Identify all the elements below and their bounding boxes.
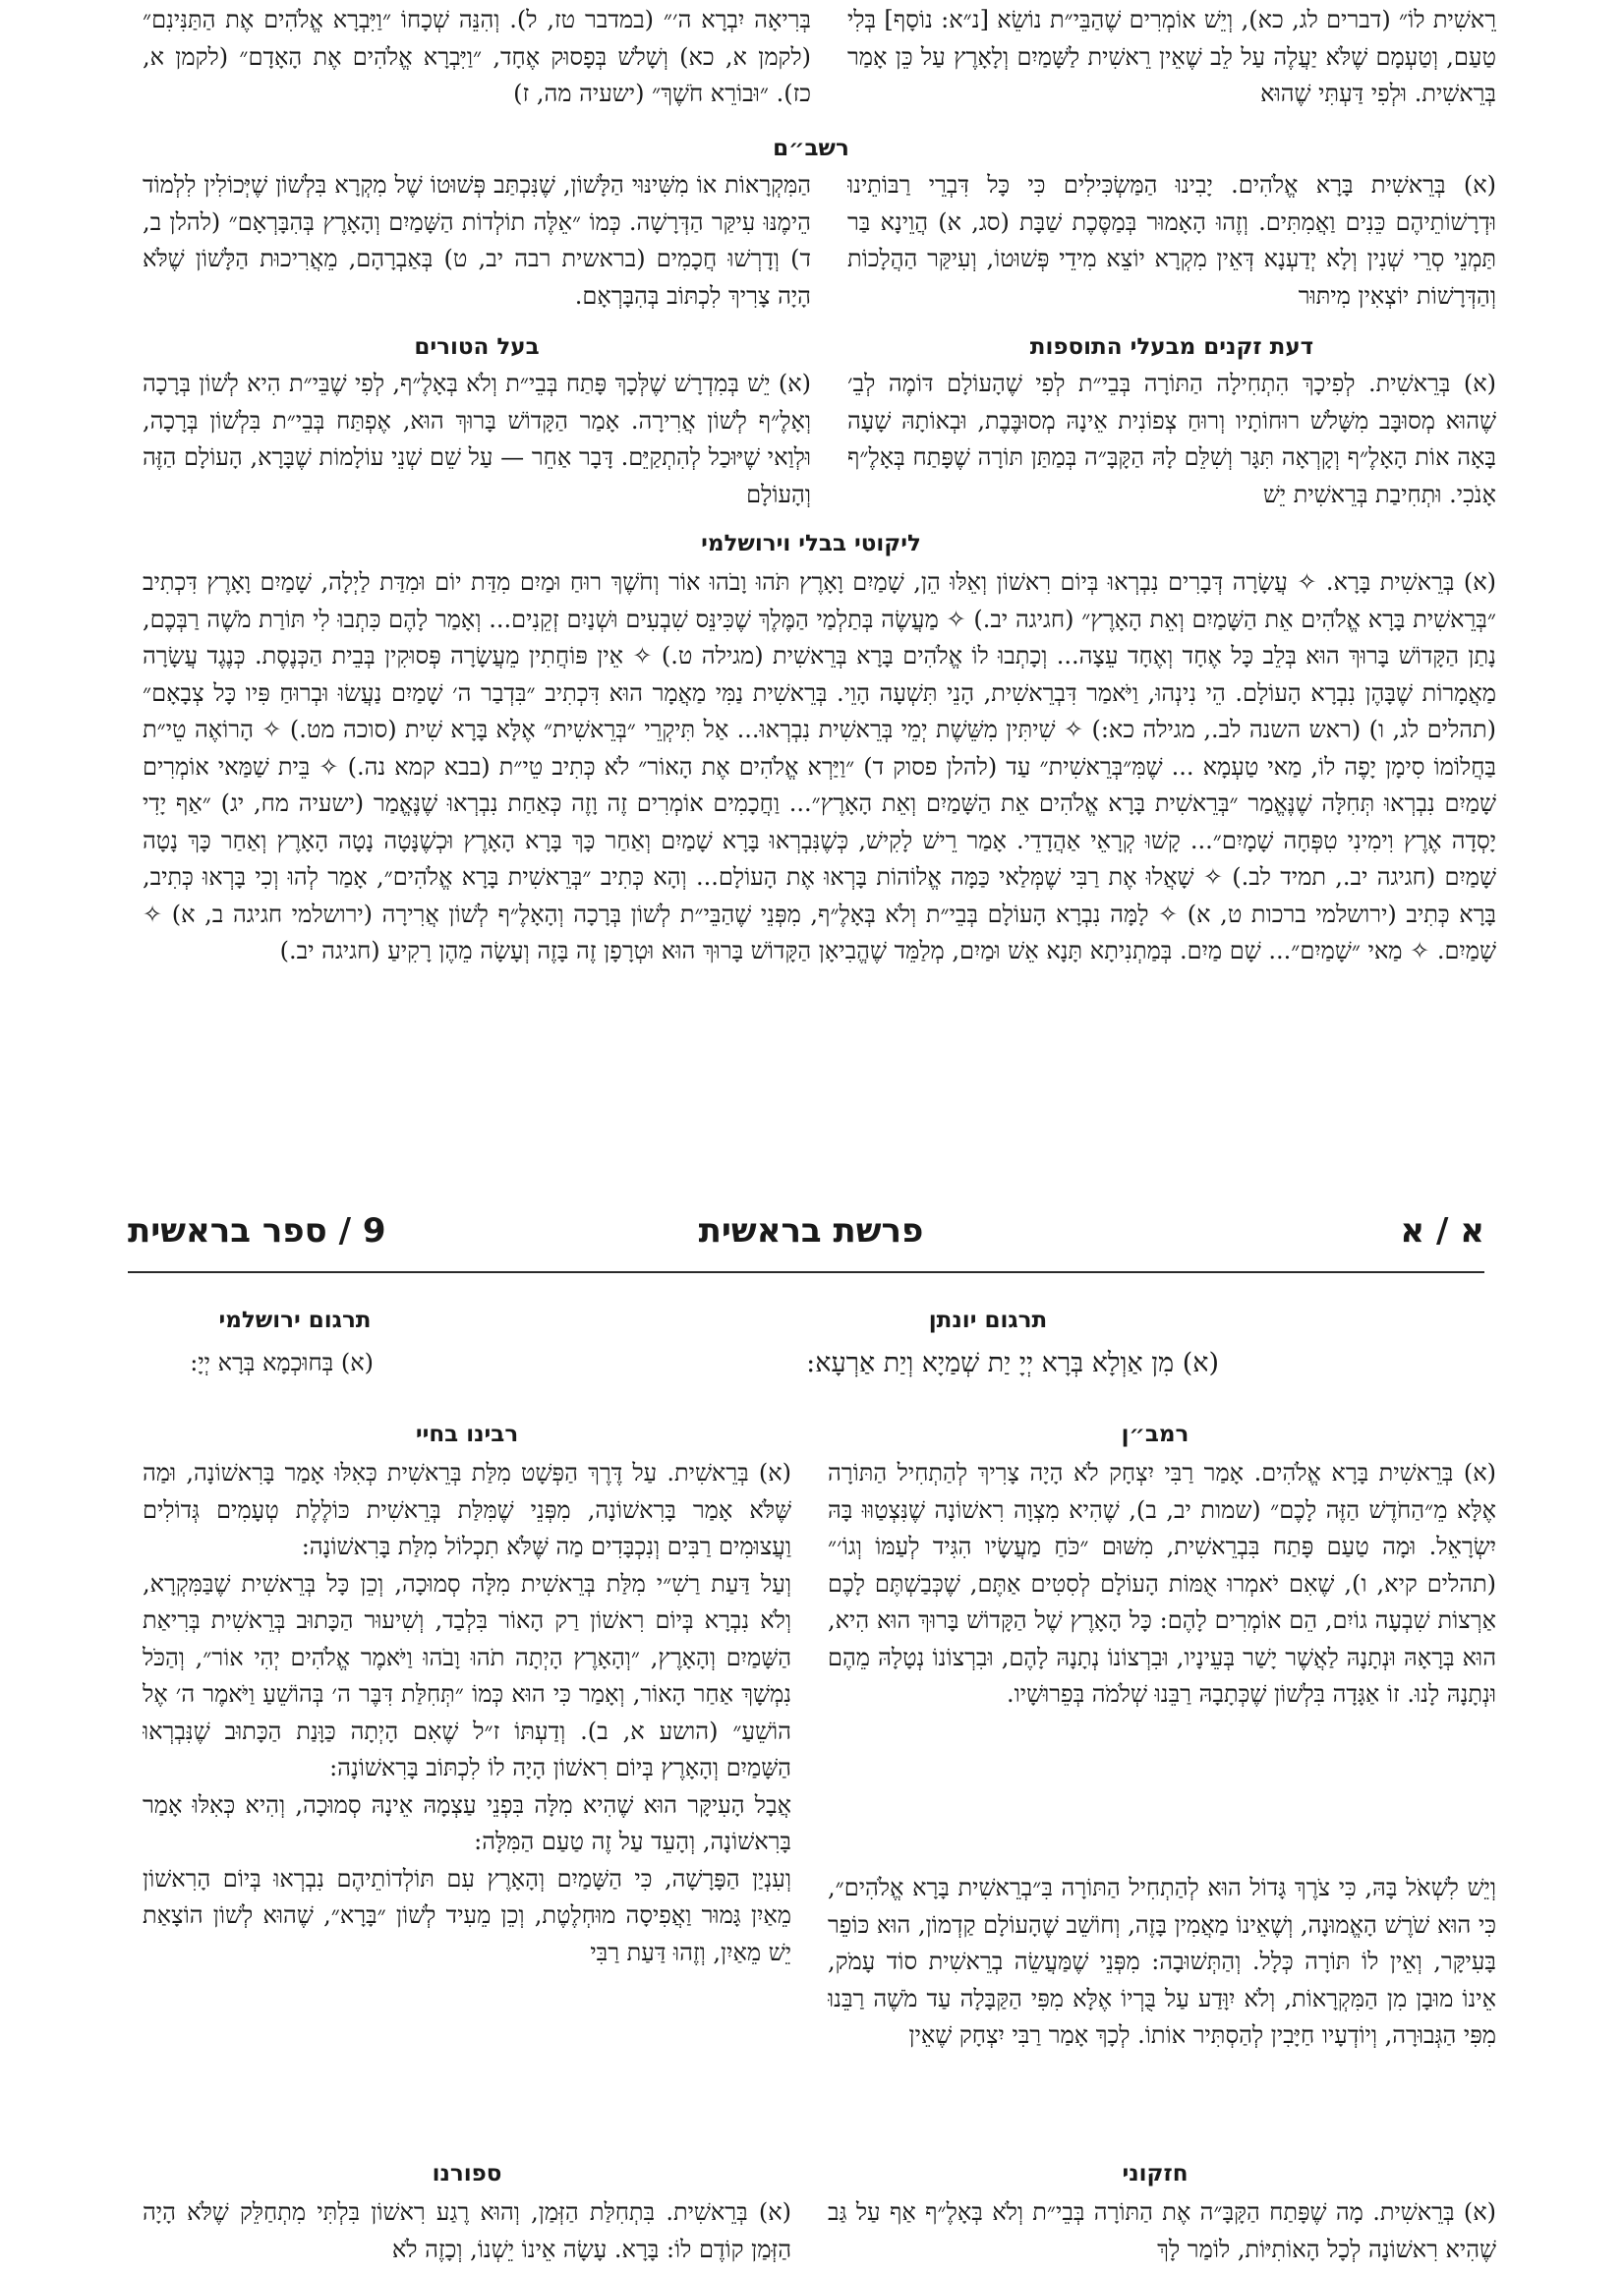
rashbam-right-column: (א) בְּרֵאשִׁית בָּרָא אֱלֹהִים. יָבִינוּ הַמַּשְׂכִּילִים כִּי כָּל דִּבְרֵי רַבּוֹתֵינוּ וּדְרָשׁוֹתֵיהֶם כֵּנִים וַאֲמִתִּים. וְזֶהוּ הָאָמוּר בְּמַסֶּכֶת שַׁבָּת (סג, א) הֲוֵינָא בַּר תַּמְנֵי סְרֵי שְׁנִין וְלָא יְדַעְנָא דְּאֵין מִקְרָא יוֹצֵא מִידֵי פְּשׁוּטוֹ, וְעִיקַּר הַהֲלָכוֹת וְהַדְּרָשׁוֹת יוֹצְאִין מִיתּוּר xyxy=(847,171,1496,310)
daat-zekenim-text: (א) בְּרֵאשִׁית. לְפִיכָךְ הִתְחִילָה הַתּוֹרָה בְּבֵי״ת לְפִי שֶׁהָעוֹלָם דּוֹמֶה לְבֵ׳ שֶׁהוּא מְסוּבָּב מִשָּׁלֹשׁ רוּחוֹתָיו וְרוּחַ צְפוֹנִית אֵינָהּ מְסוּבֶּבֶת, וּבְאוֹתָהּ שָׁעָה בָּאָה אוֹת הָאָלֶ״ף וְקָרְאָה תִּגָּר וְשִׁלֵּם לָהּ הַקָּבָּ״ה בְּמַתַּן תּוֹרָה שֶׁפָּתַח בְּאָלֶ״ף אָנֹכִי. וּתְחִיבַת בְּרֵאשִׁית יֵשׁ xyxy=(847,370,1496,508)
ramban-heading: רמב״ן xyxy=(1121,1422,1189,1447)
chizkuni-text: (א) בְּרֵאשִׁית. מָה שֶׁפָּתַח הַקָּבָּ״ה אֶת הַתּוֹרָה בְּבֵי״ת וְלֹא בְּאָלֶ״ף אַף עַל גַּב שֶׁהִיא רִאשׁוֹנָה לְכָל הָאוֹתִיּוֹת, לוֹמַר לָךְ xyxy=(828,2198,1496,2263)
running-head-parasha: פרשת בראשית xyxy=(698,1211,924,1251)
sforno-heading: ספורנו xyxy=(432,2161,502,2187)
baal-haturim-heading: בעל הטורים xyxy=(414,334,540,360)
running-head-book: 9 / ספר בראשית xyxy=(128,1211,386,1251)
rashbam-left-column: הַמִּקְרָאוֹת אוֹ מִשִּׁינּוּי הַלָּשׁוֹן, שֶׁנִּכְתַּב פְּשׁוּטוֹ שֶׁל מִקְרָא בִּלְשׁוֹן שֶׁיְּכוֹלִין לִלְמוֹד הֵימֶנּוּ עִיקַּר הַדְּרָשָׁה. כְּמוֹ ״אֵלֶּה תוֹלְדוֹת הַשָּׁמַיִם וְהָאָרֶץ בְּהִבָּרְאָם״ (להלן ב, ד) וְדָרְשׁוּ חֲכָמִים (בראשית רבה יב, ט) בְּאַבְרָהָם, מֵאֲרִיכוּת הַלָּשׁוֹן שֶׁלֹּא הָיָה צָרִיךְ לִכְתּוֹב בְּהִבָּרְאָם. xyxy=(143,171,811,310)
targum-yerushalmi-heading: תרגום ירושלמי xyxy=(218,1308,372,1333)
targum-yerushalmi-text: (א) בְּחוּכְמָא בְּרָא יְיָ: xyxy=(190,1349,374,1376)
bachya-text: (א) בְּרֵאשִׁית. עַל דֶּרֶךְ הַפְּשָׁט מִלַּת בְּרֵאשִׁית כְּאִלּוּ אָמַר בָּרִאשׁוֹנָה, וּמַה שֶּׁלֹּא אָמַר בָּרִאשׁוֹנָה, מִפְּנֵי שֶׁמִּלַּת בְּרֵאשִׁית כּוֹלֶלֶת טְעָמִים גְּדוֹלִים וַעֲצוּמִים רַבִּים וְנִכְבָּדִים מַה שֶּׁלֹּא תִכְלוֹל מִלַּת בָּרִאשׁוֹנָה: וְעַל דַּעַת רַשִׁ״י מִלַּת בְּרֵאשִׁית מִלָּה סְמוּכָה, וְכֵן כָּל בְּרֵאשִׁית שֶׁבַּמִּקְרָא, וְלֹא נִבְרָא בְּיוֹם רִאשׁוֹן רַק הָאוֹר בִּלְבַד, וְשִׁיעוּר הַכָּתוּב בְּרֵאשִׁית בְּרִיאַת הַשָּׁמַיִם וְהָאָרֶץ, ״וְהָאָרֶץ הָיְתָה תֹהוּ וָבֹהוּ וַיֹּאמֶר אֱלֹהִים יְהִי אוֹר״, וְהַכֹּל נִמְשָׁךְ אַחַר הָאוֹר, וְאָמַר כִּי הוּא כְּמוֹ ״תְּחִלַּת דִּבֶּר ה׳ בְּהוֹשֵׁעַ וַיֹּאמֶר ה׳ אֶל הוֹשֵׁעַ״ (הושע א, ב). וְדַעְתּוֹ ז״ל שֶׁאִם הָיְתָה כַּוָּנַת הַכָּתוּב שֶׁנִּבְרְאוּ הַשָּׁמַיִם וְהָאָרֶץ בְּיוֹם רִאשׁוֹן הָיָה לוֹ לִכְתּוֹב בָּרִאשׁוֹנָה: אֲבָל הָעִיקָּר הוּא שֶׁהִיא מִלָּה בִּפְנֵי עַצְמָהּ אֵינָהּ סְמוּכָה, וְהִיא כְּאִלּוּ אָמַר בָּרִאשׁוֹנָה, וְהָעֵד עַל זֶה טַעַם הַמִּלָּה: וְעִנְיַן הַפָּרָשָׁה, כִּי הַשָּׁמַיִם וְהָאָרֶץ עִם תּוֹלְדוֹתֵיהֶם נִבְרְאוּ בְּיוֹם הָרִאשׁוֹן מֵאַיִן גָּמוּר וַאֲפִיסָה מוּחְלֶטֶת, וְכֵן מֵעִיד לְשׁוֹן ״בָּרָא״, שֶׁהוּא לְשׁוֹן הוֹצָאַת יֵשׁ מֵאַיִן, וְזֶהוּ דַּעַת רַבִּי xyxy=(143,1459,791,1966)
sforno-text: (א) בְּרֵאשִׁית. בִּתְחִלַּת הַזְּמַן, וְהוּא רֶגַע רִאשׁוֹן בִּלְתִּי מִתְחַלֵּק שֶׁלֹּא הָיָה הַזְּמַן קוֹדֶם לוֹ: בָּרָא. עָשָׂה אֵינוֹ יֵשְׁנוֹ, וְכָזֶה לֹא xyxy=(143,2198,791,2263)
header-rule xyxy=(128,1271,1484,1273)
chizkuni-heading: חזקוני xyxy=(1122,2161,1189,2187)
top-left-commentary: בְּרִיאָה יִבְרָא ה׳״ (במדבר טז, ל). וְהִנֵּה שְׁכָחוֹ ״וַיִּבְרָא אֱלֹהִים אֶת הַתַּנִּינִם״ (לקמן א, כא) וְשָׁלֹשׁ בְּפָסוּק אֶחָד, ״וַיִּבְרָא אֱלֹהִים אֶת הָאָדָם״ (לקמן א, כז). ״וּבוֹרֵא חֹשֶׁךְ״ (ישעיה מה, ז) xyxy=(143,6,811,107)
targum-yonatan-text: (א) מִן אַוְלָא בְּרָא יְיָ יַת שְׁמַיָא וְיַת אַרְעָא: xyxy=(806,1348,1219,1378)
baal-haturim-text: (א) יֵשׁ בְּמִדְרָשׁ שֶׁלְּכָךְ פָּתַח בְּבֵי״ת וְלֹא בְּאָלֶ״ף, לְפִי שֶׁבֵּי״ת הִיא לְשׁוֹן בְּרָכָה וְאָלֶ״ף לְשׁוֹן אֲרִירָה. אָמַר הַקָּדוֹשׁ בָּרוּךְ הוּא, אֶפְתַּח בְּבֵי״ת בִּלְשׁוֹן בְּרָכָה, וּלְוַאי שֶׁיּוּכַל לְהִתְקַיֵּם. דָּבָר אַחֵר — עַל שֵׁם שְׁנֵי עוֹלָמוֹת שֶׁבָּרָא, הָעוֹלָם הַזֶּה וְהָעוֹלָם xyxy=(143,370,811,508)
ramban-text: (א) בְּרֵאשִׁית בָּרָא אֱלֹהִים. אָמַר רַבִּי יִצְחָק לֹא הָיָה צָרִיךְ לְהַתְחִיל הַתּוֹרָה אֶלָּא מֵ״הַחֹדֶשׁ הַזֶּה לָכֶם״ (שמות יב, ב), שֶׁהִיא מִצְוָה רִאשׁוֹנָה שֶׁנִּצְטַוּוּ בָּהּ יִשְׂרָאֵל. וּמָה טַעַם פָּתַח בִּבְרֵאשִׁית, מִשּׁוּם ״כֹּחַ מַעֲשָׂיו הִגִּיד לְעַמּוֹ וְגוֹ׳״ (תהלים קיא, ו), שֶׁאִם יֹאמְרוּ אֻמּוֹת הָעוֹלָם לְסִטִים אַתֶּם, שֶׁכְּבַשְׁתֶּם לָכֶם אַרְצוֹת שִׁבְעָה גוֹיִם, הֵם אוֹמְרִים לָהֶם: כָּל הָאָרֶץ שֶׁל הַקָּדוֹשׁ בָּרוּךְ הוּא הִיא, הוּא בְּרָאָהּ וּנְתָנָהּ לַאֲשֶׁר יָשַׁר בְּעֵינָיו, וּבִרְצוֹנוֹ נְתָנָהּ לָהֶם, וּבִרְצוֹנוֹ נְטָלָהּ מֵהֶם וּנְתָנָהּ לָנוּ. זוֹ אַגָּדָה בִּלְשׁוֹן שֶׁכְּתָבָהּ רַבֵּנוּ שְׁלֹמֹה בְּפֵרוּשָׁיו. xyxy=(828,1459,1496,1708)
top-right-commentary: רֵאשִׁית לוֹ״ (דברים לג, כא), וְיֵשׁ אוֹמְרִים שֶׁהַבֵּי״ת נוֹשֵׂא [נ״א: נוֹסָף] בְּלִי טַעַם, וְטַעְמָם שֶׁלֹּא יַעֲלֶה עַל לֵב שֶׁאֵין רֵאשִׁית לַשָּׁמַיִם וְלָאָרֶץ עַל כֵּן אָמַר בְּרֵאשִׁית. וּלְפִי דַּעְתִּי שֶׁהוּא xyxy=(847,6,1496,107)
bachya-heading: רבינו בחיי xyxy=(415,1422,519,1447)
running-head-chapter-verse: א / א xyxy=(1400,1211,1484,1251)
likutei-heading: ליקוטי בבלי וירושלמי xyxy=(701,531,921,556)
likutei-text: (א) בְּרֵאשִׁית בָּרָא. ✧ עֲשָׂרָה דְּבָרִים נִבְרְאוּ בְּיוֹם רִאשׁוֹן וְאֵלּוּ הֵן, שָׁמַיִם וָאָרֶץ תֹּהוּ וָבֹהוּ אוֹר וְחֹשֶׁךְ רוּחַ וּמַיִם מִדַּת יוֹם וּמִדַּת לַיְלָה, שָׁמַיִם וָאָרֶץ דִּכְתִיב ״בְּרֵאשִׁית בָּרָא אֱלֹהִים אֵת הַשָּׁמַיִם וְאֵת הָאָרֶץ״ (חגיגה יב.) ✧ מַעֲשֶׂה בְּתַלְמַי הַמֶּלֶךְ שֶׁכִּינֵּס שִׁבְעִים וּשְׁנַיִם זְקֵנִים... וְאָמַר לָהֶם כִּתְבוּ לִי תּוֹרַת מֹשֶׁה רַבְּכֶם, נָתַן הַקָּדוֹשׁ בָּרוּךְ הוּא בְּלֵב כָּל אֶחָד וְאֶחָד עֵצָה... וְכָתְבוּ לוֹ אֱלֹהִים בָּרָא בְּרֵאשִׁית (מגילה ט.) ✧ אֵין פּוֹחֲתִין מֵעֲשָׂרָה פְּסוּקִין בְּבֵית הַכְּנֶסֶת. כְּנֶגֶד עֲשָׂרָה מַאֲמָרוֹת שֶׁבָּהֶן נִבְרָא הָעוֹלָם. הֵי נִינְהוּ, וַיֹּאמַר דִּבְרֵאשִׁית, הָנֵי תִּשְׁעָה הָוֵי. בְּרֵאשִׁית נַמִּי מַאֲמָר הוּא דִּכְתִיב ״בִּדְבַר ה׳ שָׁמַיִם נַעֲשׂוּ וּבְרוּחַ פִּיו כָּל צְבָאָם״ (תהלים לג, ו) (ראש השנה לב., מגילה כא:) ✧ שִׁיתִּין מִשֵּׁשֶׁת יְמֵי בְּרֵאשִׁית נִבְרְאוּ... אַל תִּיקְרֵי ״בְּרֵאשִׁית״ אֶלָּא בָּרָא שִׁית (סוכה מט.) ✧ הָרוֹאֶה טֵי״ת בַּחֲלוֹמוֹ סִימָן יָפֶה לוֹ, מַאי טַעְמָא ... שֶׁמִּ״בְּרֵאשִׁית״ עַד (להלן פסוק ד) ״וַיַּרְא אֱלֹהִים אֶת הָאוֹר״ לֹא כְּתִיב טֵי״ת (בבא קמא נה.) ✧ בֵּית שַׁמַּאי אוֹמְרִים שָׁמַיִם נִבְרְאוּ תְּחִלָּה שֶׁנֶּאֱמַר ״בְּרֵאשִׁית בָּרָא אֱלֹהִים אֵת הַשָּׁמַיִם וְאֵת הָאָרֶץ״... וַחֲכָמִים אוֹמְרִים זֶה וָזֶה כְּאַחַת נִבְרְאוּ שֶׁנֶּאֱמַר (ישעיה מח, יג) ״אַף יָדִי יָסְדָה אֶרֶץ וִימִינִי טִפְּחָה שָׁמָיִם״... קָשׁוּ קְרָאֵי אַהֲדָדֵי. אָמַר רֵישׁ לָקִישׁ, כְּשֶׁנִּבְרְאוּ בָּרָא שָׁמַיִם וְאַחַר כָּךְ בָּרָא הָאָרֶץ וּכְשֶׁנָּטָה נָטָה הָאָרֶץ וְאַחַר כָּךְ נָטָה שָׁמַיִם (חגיגה יב., תמיד לב.) ✧ שָׁאֲלוּ אֶת רַבִּי שֶׁמְּלַאי כַּמָּה אֱלוֹהוֹת בָּרְאוּ אֶת הָעוֹלָם... וְהָא כְּתִיב ״בְּרֵאשִׁית בָּרָא אֱלֹהִים״, אָמַר לְהוּ וְכִי בָּרְאוּ כְּתִיב, בָּרָא כְּתִיב (ירושלמי ברכות ט, א) ✧ לָמָּה נִבְרָא הָעוֹלָם בְּבֵי״ת וְלֹא בְּאָלֶ״ף, מִפְּנֵי שֶׁהַבֵּי״ת לְשׁוֹן בְּרָכָה וְהָאָלֶ״ף לְשׁוֹן אֲרִירָה (ירושלמי חגיגה ב, א) ✧ שָׁמַיִם. ✧ מַאי ״שָׁמַיִם״... שָׁם מַיִם. בְּמַתְנִיתָא תָּנָא אֵשׁ וּמַיִם, מְלַמֵּד שֶׁהֱבִיאָן הַקָּדוֹשׁ בָּרוּךְ הוּא וּטְרָפָן זֶה בָּזֶה וְעָשָׂה מֵהֶן רָקִיעַ (חגיגה יב.) xyxy=(143,568,1496,964)
daat-zekenim-heading: דעת זקנים מבעלי התוספות xyxy=(1029,334,1314,360)
ramban-text-continued: וְיֵשׁ לִשְׁאֹל בָּהּ, כִּי צֹרֶךְ גָּדוֹל הוּא לְהַתְחִיל הַתּוֹרָה בִּ״בְרֵאשִׁית בָּרָא אֱלֹהִים״, כִּי הוּא שֹׁרֶשׁ הָאֱמוּנָה, וְשֶׁאֵינוֹ מַאֲמִין בָּזֶה, וְחוֹשֵׁב שֶׁהָעוֹלָם קַדְמוֹן, הוּא כּוֹפֵר בָּעִיקָּר, וְאֵין לוֹ תּוֹרָה כְּלָל. וְהַתְּשׁוּבָה: מִפְּנֵי שֶׁמַּעֲשֵׂה בְרֵאשִׁית סוֹד עָמֹק, אֵינוֹ מוּבָן מִן הַמִּקְרָאוֹת, וְלֹא יִוָּדַע עַל בֻּרְיוֹ אֶלָּא מִפִּי הַקַּבָּלָה עַד מֹשֶׁה רַבֵּנוּ מִפִּי הַגְּבוּרָה, וְיוֹדְעָיו חַיָּבִין לְהַסְתִּיר אוֹתוֹ. לְכָךְ אָמַר רַבִּי יִצְחָק שֶׁאֵין xyxy=(828,1874,1496,2049)
rashbam-heading: רשב״ם xyxy=(773,136,849,161)
targum-yonatan-heading: תרגום יונתן xyxy=(928,1308,1048,1333)
